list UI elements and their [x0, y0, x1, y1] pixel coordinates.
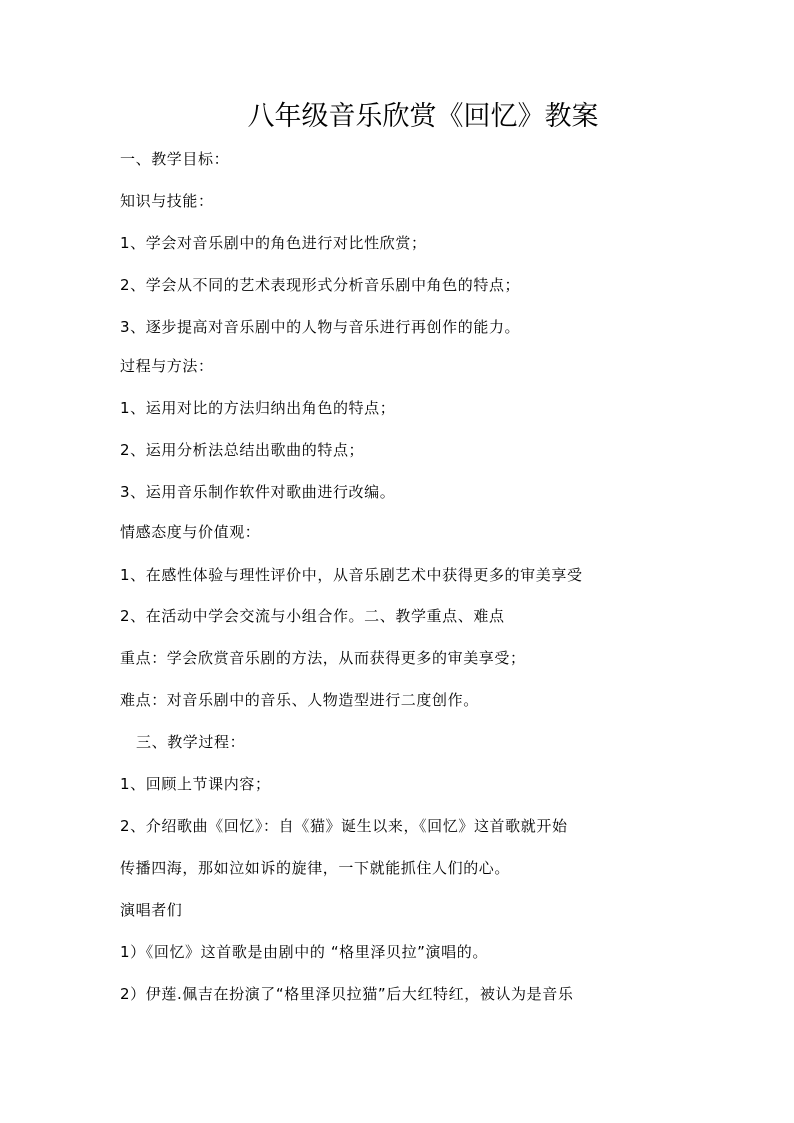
list-item: 1、运用对比的方法归纳出角色的特点；: [120, 399, 396, 417]
subheading-attitudes-values: 情感态度与价值观：: [120, 523, 261, 541]
document-title: 八年级音乐欣赏《回忆》教案: [247, 101, 599, 132]
list-item: 2、介绍歌曲《回忆》：自《猫》诞生以来，《回忆》这首歌就开始: [120, 817, 568, 835]
list-item: 1）《回忆》这首歌是由剧中的 “格里泽贝拉”演唱的。: [120, 943, 488, 961]
difficult-point: 难点：对音乐剧中的音乐、人物造型进行二度创作。: [120, 691, 479, 709]
subheading-knowledge-skills: 知识与技能：: [120, 192, 214, 210]
list-item: 1、回顾上节课内容；: [120, 775, 271, 793]
subheading-singers: 演唱者们: [120, 901, 183, 919]
list-item: 1、学会对音乐剧中的角色进行对比性欣赏；: [120, 234, 427, 252]
paragraph-continuation: 传播四海，那如泣如诉的旋律，一下就能抓住人们的心。: [120, 859, 511, 877]
section-heading-goals: 一、教学目标：: [120, 150, 230, 168]
list-item: 3、运用音乐制作软件对歌曲进行改编。: [120, 483, 396, 501]
list-item: 3、逐步提高对音乐剧中的人物与音乐进行再创作的能力。: [120, 318, 521, 336]
subheading-process-methods: 过程与方法：: [120, 357, 214, 375]
key-point: 重点：学会欣赏音乐剧的方法，从而获得更多的审美享受；: [120, 649, 526, 667]
list-item: 2、运用分析法总结出歌曲的特点；: [120, 441, 365, 459]
list-item: 2、学会从不同的艺术表现形式分析音乐剧中角色的特点；: [120, 276, 521, 294]
list-item: 2、在活动中学会交流与小组合作。二、教学重点、难点: [120, 607, 505, 625]
list-item: 2）伊莲.佩吉在扮演了“格里泽贝拉猫”后大红特红，被认为是音乐: [120, 985, 574, 1003]
list-item: 1、在感性体验与理性评价中，从音乐剧艺术中获得更多的审美享受: [120, 566, 583, 584]
section-heading-process: 三、教学过程：: [136, 733, 246, 751]
